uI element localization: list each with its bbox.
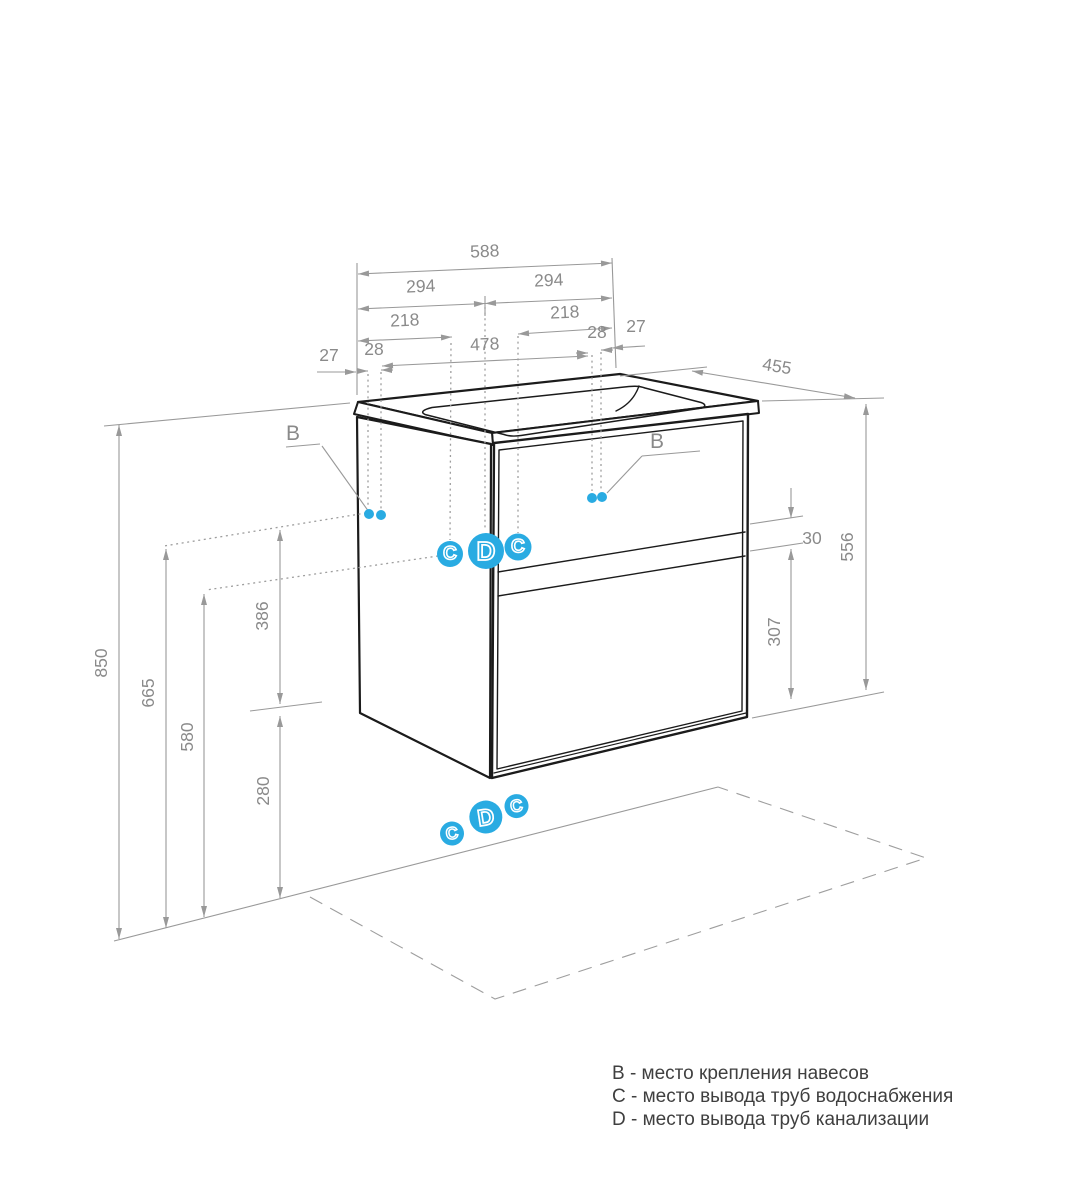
legend xyxy=(612,1063,953,1130)
dim-label-27-left: 27 xyxy=(319,345,339,365)
water-outlet-label: C xyxy=(443,543,457,565)
drain-outlet-label: D xyxy=(475,802,497,832)
dim-label-294-left: 294 xyxy=(405,275,436,297)
legend-item-d: D - место вывода труб канализации xyxy=(612,1109,930,1130)
cabinet-left-side xyxy=(357,417,491,778)
dim-294-right xyxy=(485,298,612,304)
legend-item-c: C - место вывода труб водоснабжения xyxy=(612,1086,954,1107)
dim-label-280: 280 xyxy=(253,776,273,806)
dim-label-218-right: 218 xyxy=(549,301,580,323)
dim-588 xyxy=(358,263,612,274)
mount-dot xyxy=(376,510,386,520)
dim-label-588: 588 xyxy=(469,240,500,262)
dim-label-294-right: 294 xyxy=(533,269,564,291)
dim-label-386: 386 xyxy=(252,601,272,631)
dim-label-580: 580 xyxy=(177,722,197,752)
dim-label-478: 478 xyxy=(469,333,500,355)
mount-dot xyxy=(364,509,374,519)
pipe-outlets-floor xyxy=(436,792,533,847)
dim-label-556: 556 xyxy=(837,532,857,562)
mount-dot xyxy=(587,493,597,503)
dim-label-307: 307 xyxy=(764,617,784,647)
dim-label-28-right: 28 xyxy=(587,322,607,342)
mount-dot xyxy=(597,492,607,502)
callout-b-left: B xyxy=(285,422,301,445)
dim-label-27-right: 27 xyxy=(626,316,646,336)
dim-label-28-left: 28 xyxy=(364,339,384,359)
cabinet-drawing xyxy=(354,374,759,778)
dim-label-665: 665 xyxy=(138,678,158,708)
dim-label-218-left: 218 xyxy=(389,309,420,331)
legend-item-b: B - место крепления навесов xyxy=(612,1063,869,1084)
cabinet-body xyxy=(357,414,748,778)
drain-outlet-label: D xyxy=(476,536,496,566)
water-outlet-label: C xyxy=(444,823,460,844)
dim-label-30: 30 xyxy=(802,528,822,548)
cabinet-front xyxy=(492,414,748,778)
wall-floor-line xyxy=(114,787,718,941)
dim-label-455: 455 xyxy=(760,353,794,379)
floor-projection-outline xyxy=(310,787,926,999)
water-outlet-label: C xyxy=(508,795,525,817)
dim-label-850: 850 xyxy=(91,648,111,678)
water-outlet-label: C xyxy=(511,536,525,558)
callout-b-right: B xyxy=(649,430,665,453)
dim-294-left xyxy=(358,304,485,310)
